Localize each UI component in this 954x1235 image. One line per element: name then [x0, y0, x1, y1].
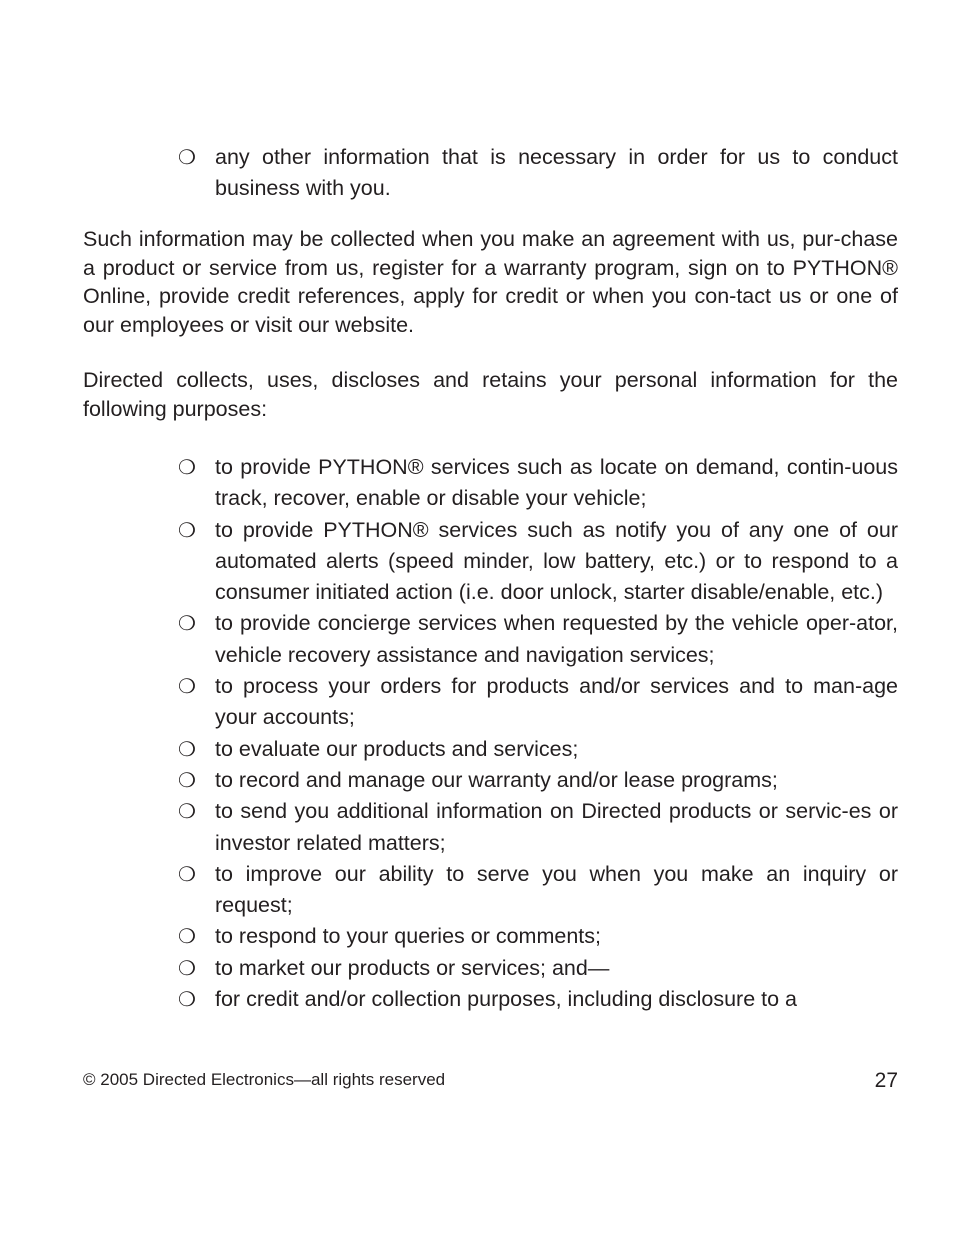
circle-bullet-icon: ❍ — [178, 455, 196, 479]
list-item-text: to evaluate our products and services; — [215, 736, 579, 761]
circle-bullet-icon: ❍ — [178, 799, 196, 824]
list-item — [178, 142, 898, 205]
list-item — [178, 953, 898, 984]
list-item — [178, 452, 898, 515]
collection-paragraph: Such information may be collected when you make an agreement with us, pur-chase a product or service from us, register for a warranty program, sign on to PYTHON® Online, provide credit references, apply for credit or when you con-tact us or one of our employees or visit our website. — [83, 227, 898, 337]
circle-bullet-icon: ❍ — [178, 767, 196, 792]
list-item — [178, 734, 898, 765]
list-item-text: any other information that is necessary in order for us to conduct business with you. — [215, 145, 898, 201]
list-item-text: for credit and/or collection purposes, including disclosure to a — [215, 987, 798, 1012]
info-bullet-list — [178, 142, 898, 205]
list-item — [178, 765, 898, 796]
list-item-text: to provide concierge services when requested by the vehicle oper-ator, vehicle recovery assistance and navigation services; — [215, 611, 898, 667]
purposes-bullet-list — [178, 452, 898, 1015]
circle-bullet-icon: ❍ — [178, 861, 196, 886]
circle-bullet-icon: ❍ — [178, 145, 196, 169]
list-item-text: to respond to your queries or comments; — [215, 924, 601, 949]
list-item — [178, 796, 898, 859]
list-item-text: to record and manage our warranty and/or lease programs; — [215, 767, 778, 792]
list-item — [178, 859, 898, 922]
list-item-text: to process your orders for products and/or services and to man-age your accounts; — [215, 674, 898, 730]
circle-bullet-icon: ❍ — [178, 736, 196, 761]
page-number: 27 — [874, 1069, 898, 1092]
list-item — [178, 515, 898, 609]
list-item-text: to market our products or services; and— — [215, 955, 610, 980]
list-item — [178, 921, 898, 952]
circle-bullet-icon: ❍ — [178, 924, 196, 949]
circle-bullet-icon: ❍ — [178, 674, 196, 699]
list-item-text: to provide PYTHON® services such as locate on demand, contin-uous track, recover, enable or disable your vehicle; — [215, 455, 898, 511]
list-item-text: to send you additional information on Directed products or servic-es or investor related matters; — [215, 799, 898, 855]
list-item-text: to improve our ability to serve you when you make an inquiry or request; — [215, 861, 898, 918]
circle-bullet-icon: ❍ — [178, 611, 196, 636]
circle-bullet-icon: ❍ — [178, 955, 196, 980]
copyright-notice: © 2005 Directed Electronics—all rights reserved — [83, 1070, 446, 1089]
list-item-text: to provide PYTHON® services such as notify you of any one of our automated alerts (speed minder, low battery, etc.) or to respond to a consumer initiated action (i.e. door unlock, starter disable/enable, etc.) — [215, 517, 898, 605]
list-item — [178, 984, 898, 1015]
list-item — [178, 608, 898, 671]
purposes-intro-paragraph: Directed collects, uses, discloses and retains your personal information for the following purposes: — [83, 368, 898, 421]
circle-bullet-icon: ❍ — [178, 517, 196, 542]
circle-bullet-icon: ❍ — [178, 987, 196, 1012]
list-item — [178, 671, 898, 734]
